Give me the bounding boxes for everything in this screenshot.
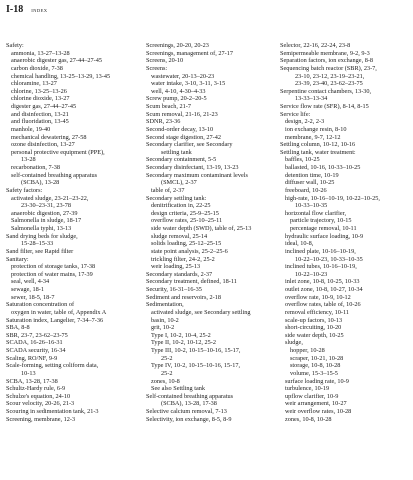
index-entry: basin, 10-2: [151, 316, 179, 324]
index-entry: Sequencing batch reactor (SBR), 23-7,: [280, 64, 377, 72]
index-entry: overflow rate, 10-9, 10-12: [285, 293, 351, 301]
index-entry: weir loading, 25-13: [151, 263, 201, 271]
index-entry: Semipermeable membrane, 9-2, 9-3: [280, 49, 370, 57]
index-entry: Type IV, 10-2, 10-15–10-16, 15-17,: [151, 362, 241, 370]
index-entry: Secondary settling tank:: [146, 194, 207, 202]
index-entry: carbon dioxide, 7-38: [11, 64, 63, 72]
index-entry: Screening, membrane, 12-3: [6, 415, 76, 423]
index-entry: Screenings, 20-20, 20-23: [146, 42, 209, 49]
index-entry: (SCBA), 13-28, 17-38: [161, 400, 217, 408]
index-entry: design, 2-2, 2-3: [285, 118, 325, 126]
index-entry: Screens:: [146, 64, 168, 72]
index-entry: zones, 10-8: [151, 377, 180, 385]
index-entry: 23-39, 23-40, 23-62–23-75: [295, 80, 363, 88]
index-entry: grit, 10-2: [151, 324, 175, 332]
index-entry: Sedimentation,: [146, 301, 184, 309]
index-entry: Second-order decay, 13-10: [146, 125, 214, 133]
index-entry: activated sludge, see Secondary settling: [151, 308, 251, 316]
index-entry: trickling filter, 24-2, 25-2: [151, 255, 215, 263]
index-entry: scale-up factors, 10-13: [285, 316, 343, 324]
index-entry: SBA, 8-8: [6, 324, 30, 332]
index-entry: 13-33–13-34: [295, 95, 328, 103]
index-entry: oxygen in water, table of, Appendix A: [11, 308, 107, 316]
index-entry: scraper, 10-21, 10-28: [290, 354, 344, 362]
index-entry: side water depth (SWD), table of, 25-13: [151, 225, 252, 232]
index-entry: Salmonella in sludge, 18-17: [11, 217, 82, 225]
index-entry: anaerobic digestion, 27-39: [11, 209, 78, 217]
index-entry: Secondary treatment, defined, 18-11: [146, 278, 237, 286]
index-entry: Scour velocity, 20-26, 21-3: [6, 400, 75, 408]
index-entry: wastewater, 20-13–20-23: [151, 72, 215, 80]
index-entry: Scaling, RO/NF, 9-9: [6, 354, 58, 362]
index-entry: Security, 16-31–16-35: [146, 286, 202, 293]
index-entry: chemical handling, 13-25–13-29, 13-45: [11, 72, 111, 80]
index-entry: Scum beach, 21-7: [146, 103, 191, 110]
index-entry: Screw pump, 20-2–20-5: [146, 95, 207, 103]
index-entry: Sanitary:: [6, 255, 29, 263]
index-entry: storage, 10-8, 10-28: [290, 362, 341, 370]
index-entry: Settling tank, water treatment:: [280, 148, 356, 156]
index-entry: Safety:: [6, 42, 24, 49]
index-entry: seal, well, 4-34: [11, 278, 50, 286]
index-entry: Sand filter, see Rapid filter: [6, 247, 74, 255]
index-entry: removal efficiency, 10-11: [285, 308, 349, 316]
index-entry: outlet zone, 10-8, 10-27, 10-34: [285, 286, 363, 293]
index-entry: SBR, 23-7, 23-62–23-75: [6, 331, 68, 339]
index-entry: Service life:: [280, 110, 311, 118]
index-entry: Saturation concentration of: [6, 301, 75, 309]
index-entry: sewage, 18-1: [11, 286, 44, 293]
index-entry: Screens, 20-10: [146, 57, 184, 65]
index-entry: detention time, 10-19: [285, 171, 339, 179]
index-entry: water intake, 3-10, 3-11, 3-15: [151, 80, 226, 88]
index-entry: self-contained breathing apparatus: [11, 171, 98, 179]
index-entry: 10-22–10-23, 10-33–10-35: [295, 255, 363, 263]
index-entry: 10-33–10-35: [295, 202, 328, 210]
index-entry: Schultz-Hardy rule, 6-9: [6, 385, 66, 393]
index-entry: SCADA security, 16-34: [6, 347, 66, 354]
index-entry: Selector, 22-16, 22-24, 23-8: [280, 42, 351, 49]
index-entry: inclined tubes, 10-16–10-19,: [285, 263, 357, 271]
index-entry: freeboard, 10-26: [285, 186, 327, 194]
index-entry: overflow rates, table of, 10-26: [285, 301, 361, 309]
index-entry: ideal, 10-8,: [285, 240, 314, 248]
index-entry: Sediment and reservoirs, 2-18: [146, 293, 221, 301]
index-entry: Secondary disinfectant, 13-19, 13-23: [146, 164, 239, 171]
index-entry: inlet zone, 10-8, 10-25, 10-33: [285, 278, 360, 286]
index-entry: SCBA, 13-28, 17-38: [6, 377, 58, 385]
index-entry: Type II, 10-2, 10-12, 25-2: [151, 339, 216, 347]
index-entry: percentage removal, 10-11: [290, 225, 357, 232]
index-entry: (SMCL), 2-37: [161, 179, 197, 187]
index-entry: (SCBA), 13-28: [21, 179, 60, 187]
index-entry: Secondary clarifier, see Secondary: [146, 141, 233, 149]
index-entry: chlorine, 13-25–13-26: [11, 87, 67, 95]
index-entry: chlorine dioxide, 13-27: [11, 95, 70, 103]
index-entry: turbulence, 10-19: [285, 385, 330, 393]
index-entry: 15-28–15-33: [21, 240, 54, 248]
index-entry: ozone disinfection, 13-27: [11, 141, 75, 149]
index-entry: 25-2: [161, 354, 173, 362]
index-entry: solids loading, 25-12–25-15: [151, 240, 222, 248]
index-entry: SCADA, 16-26–16-31: [6, 339, 63, 347]
index-entry: Type III, 10-2, 10-15–10-16, 15-17,: [151, 347, 241, 354]
index-entry: weir arrangement, 10-27: [285, 400, 347, 408]
running-head: INDEX: [31, 8, 48, 13]
index-entry: anaerobic digester gas, 27-44–27-45: [11, 57, 102, 65]
index-entry: Selectivity, ion exchange, 8-5, 8-9: [146, 415, 232, 423]
index-entry: Schulze's equation, 24-10: [6, 392, 71, 400]
index-entry: sludge,: [285, 339, 303, 347]
index-entry: well, 4-10, 4-30–4-33: [151, 87, 206, 95]
index-entry: weir overflow rates, 10-28: [285, 408, 352, 415]
index-entry: protection of water mains, 17-39: [11, 270, 93, 278]
index-entry: 10-13: [21, 369, 36, 377]
index-entry: Screenings, management of, 27-17: [146, 49, 233, 57]
index-entry: manhole, 19-40: [11, 125, 51, 133]
index-entry: hopper, 10-28: [290, 347, 325, 354]
index-column-2: [146, 42, 266, 423]
index-entry: Service flow rate (SFR), 8-14, 8-15: [280, 103, 369, 110]
index-entry: digester gas, 27-44–27-45: [11, 103, 77, 110]
index-entry: Second stage digestion, 27-42: [146, 133, 221, 141]
index-entry: See also Settling tank: [151, 385, 205, 393]
index-entry: 25-2: [161, 369, 173, 377]
index-entry: SDNR, 23-36: [146, 118, 181, 126]
index-entry: zones, 10-8, 10-28: [285, 415, 332, 423]
index-entry: design criteria, 25-9–25-15: [151, 209, 219, 217]
index-column-1: [6, 42, 126, 423]
index-entry: table of, 2-37: [151, 186, 185, 194]
index-entry: Secondary maximum contaminant levels: [146, 171, 248, 179]
index-entry: 13-28: [21, 156, 36, 164]
index-entry: personal protective equipment (PPE),: [11, 148, 105, 156]
index-entry: diffuser wall, 10-25: [285, 179, 335, 187]
index-entry: Serpentine contact chambers, 13-30,: [280, 87, 372, 95]
index-entry: volume, 15-3–15-5: [290, 369, 338, 377]
index-entry: 23-10, 23-12, 23-19–23-21,: [295, 72, 365, 80]
index-entry: hydraulic surface loading, 10-9: [285, 232, 364, 240]
index-entry: and disinfection, 13-21: [11, 110, 69, 118]
index-entry: Saturation index, Langelier, 7-34–7-36: [6, 316, 104, 324]
index-entry: and fluoridation, 13-45: [11, 118, 69, 126]
index-entry: Safety factors:: [6, 186, 43, 194]
index-entry: ammonia, 13-27–13-28: [11, 49, 70, 57]
index-entry: activated sludge, 23-21–23-22,: [11, 194, 89, 202]
index-entry: Type I, 10-2, 10-4, 25-2: [151, 331, 211, 339]
index-entry: mechanical dewatering, 27-58: [11, 133, 87, 141]
index-entry: overflow rates, 25-10–25-11: [151, 217, 223, 225]
index-entry: state point analysis, 25-2–25-6: [151, 247, 228, 255]
page-number: I-18: [6, 4, 24, 15]
index-entry: Secondary containment, 5-5: [146, 156, 217, 164]
index-entry: Scale-forming, setting coliform data,: [6, 362, 99, 370]
index-entry: ballasted, 10-16, 10-33–10-25: [285, 164, 361, 171]
index-entry: Scouring in sedimentation tank, 21-3: [6, 408, 99, 415]
index-entry: chloramine, 13-27: [11, 80, 57, 88]
index-entry: membrane, 9-7, 12-12: [285, 133, 341, 141]
index-entry: sludge removal, 25-14: [151, 232, 208, 240]
index-entry: inclined plate, 10-16–10-19,: [285, 247, 356, 255]
index-entry: Secondary standards, 2-37: [146, 270, 213, 278]
index-entry: high-rate, 10-16–10-19, 10-22–10-25,: [285, 194, 380, 202]
index-entry: horizontal flow clarifier,: [285, 209, 347, 217]
index-entry: sewer, 18-5, 18-7: [11, 293, 55, 301]
index-entry: Settling column, 10-12, 10-16: [280, 141, 356, 149]
index-entry: 23-30–23-31, 23-78: [21, 202, 71, 210]
index-entry: baffles, 10-25: [285, 156, 320, 164]
index-entry: Sand drying beds for sludge,: [6, 232, 78, 240]
index-entry: surface loading rate, 10-9: [285, 377, 349, 385]
index-entry: protection of storage tanks, 17-38: [11, 263, 96, 271]
index-entry: settling tank: [161, 148, 192, 156]
index-entry: ion exchange resin, 8-10: [285, 125, 347, 133]
index-entry: particle trajectory, 10-15: [290, 217, 352, 225]
index-entry: short-circuiting, 10-20: [285, 324, 342, 332]
index-entry: side water depth, 10-25: [285, 331, 344, 339]
index-entry: Scum removal, 21-16, 21-23: [146, 110, 218, 118]
index-entry: recarbonation, 7-38: [11, 164, 60, 171]
index-entry: 10-22–10-23: [295, 270, 328, 278]
index-entry: Self-contained breathing apparatus: [146, 392, 234, 400]
page-header: [6, 4, 406, 18]
index-entry: denitrification in, 22-25: [151, 202, 211, 210]
index-entry: Selective calcium removal, 7-13: [146, 408, 227, 415]
index-entry: upflow clarifier, 10-9: [285, 392, 339, 400]
index-entry: Salmonella typhi, 13-13: [11, 225, 72, 232]
index-entry: Separation factors, ion exchange, 8-8: [280, 57, 374, 65]
index-column-3: [280, 42, 400, 423]
